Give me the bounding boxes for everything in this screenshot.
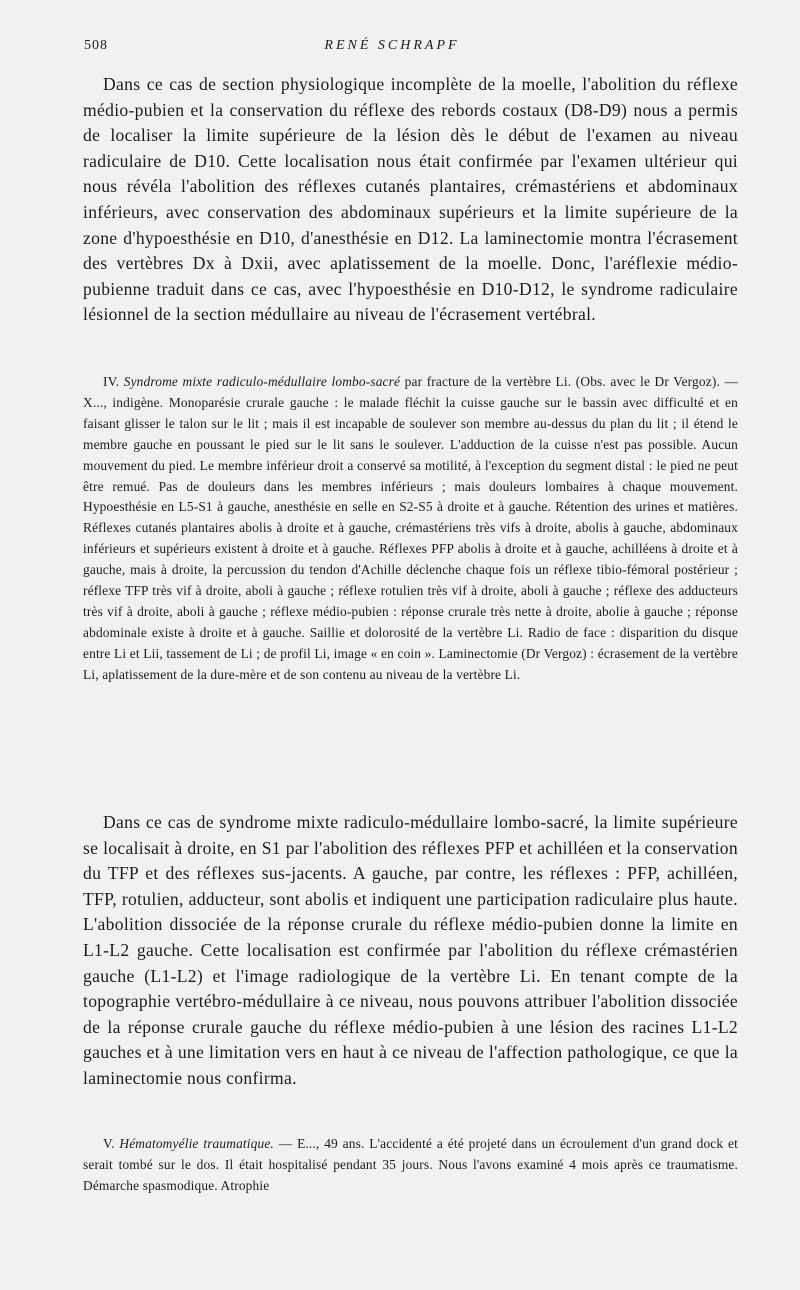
case-5-number: V.	[103, 1136, 115, 1151]
page-number: 508	[84, 38, 108, 53]
paragraph-1-text: Dans ce cas de section physiologique incomplète de la moelle, l'abolition du réflexe médio-pubien et la conservation du réflexe des rebords costaux (D8-D9) nous a permis de localiser la limite supérieure de la lésion dès le début de l'examen au niveau radiculaire de D10. Cette localisation nous était confirmée par l'examen ultérieur qui nous révéla l'abolition des réflexes cutanés plantaires, crémastériens et abdominaux inférieurs, avec conservation des abdominaux supérieurs et la limite supérieure de la zone d'hypoesthésie en D10, d'anesthésie en D12. La laminectomie montra l'écrasement des vertèbres Dx à Dxii, avec aplatissement de la moelle. Donc, l'aréflexie médio-pubienne traduit dans ce cas, avec l'hypoesthésie en D10-D12, le syndrome radiculaire lésionnel de la section médullaire au niveau de l'écrasement vertébral.	[83, 74, 738, 325]
case-5-body: — E..., 49 ans. L'accidenté a été projeté dans un écroulement d'un grand dock et serait tombé sur le dos. Il était hospitalisé pendant 35 jours. Nous l'avons examiné 4 mois après ce traumatisme. Démarche spasmodique. Atrophie	[83, 1136, 738, 1193]
case-4-body: par fracture de la vertèbre Li. (Obs. avec le Dr Vergoz). — X..., indigène. Monoparésie crurale gauche : le malade fléchit la cuisse gauche sur le bassin avec difficulté et en faisant glisser le talon sur le lit ; mais il est incapable de soulever son membre au-dessus du plan du lit ; il étend le membre gauche en poussant le pied sur le lit sans le soulever. L'adduction de la cuisse n'est pas possible. Aucun mouvement du pied. Le membre inférieur droit a conservé sa motilité, à l'exception du segment distal : le pied ne peut être remué. Pas de douleurs dans les membres inférieurs ; mais douleurs lombaires à chaque mouvement. Hypoesthésie en L5-S1 à gauche, anesthésie en selle en S2-S5 à droite et à gauche. Rétention des urines et matières. Réflexes cutanés plantaires abolis à droite et à gauche, crémastériens très vifs à droite, abolis à gauche, abdominaux inférieurs et supérieurs existent à droite et à gauche. Réflexes PFP abolis à droite et à gauche, achilléens à droite et à gauche, mais à droite, la percussion du tendon d'Achille déclenche chaque fois un réflexe tibio-fémoral postérieur ; réflexe TFP très vif à droite, aboli à gauche ; réflexe rotulien très vif à droite, aboli à gauche ; réflexe des adducteurs très vif à droite, aboli à gauche ; réflexe médio-pubien : réponse crurale très nette à droite, abolie à gauche ; réponse abdominale existe à droite et à gauche. Saillie et dolorosité de la vertèbre Li. Radio de face : disparition du disque entre Li et Lii, tassement de Li ; de profil Li, image « en coin ». Laminectomie (Dr Vergoz) : écrasement de la vertèbre Li, aplatissement de la dure-mère et de son contenu au niveau de la vertèbre Li.	[83, 374, 739, 682]
case-4-number: IV.	[103, 374, 120, 389]
running-head: RENÉ SCHRAPF	[324, 38, 460, 53]
case-5-title: Hématomyélie traumatique.	[119, 1136, 274, 1151]
page-header	[84, 38, 740, 60]
case-4-title: Syndrome mixte radiculo-médullaire lombo-sacré	[123, 374, 401, 389]
body-paragraph-2	[83, 810, 738, 1092]
paragraph-2-text: Dans ce cas de syndrome mixte radiculo-médullaire lombo-sacré, la limite supérieure se localisait à droite, en S1 par l'abolition des réflexes PFP et achilléen et la conservation du TFP et des réflexes sus-jacents. A gauche, par contre, les réflexes : PFP, achilléen, TFP, rotulien, adducteur, sont abolis et indiquent une participation radiculaire plus haute. L'abolition dissociée de la réponse crurale du réflexe médio-pubien donne la limite en L1-L2 gauche. Cette localisation est confirmée par l'abolition du réflexe crémastérien gauche (L1-L2) et l'image radiologique de la vertèbre Li. En tenant compte de la topographie vertébro-médullaire à ce niveau, nous pouvons attribuer l'abolition dissociée de la réponse crurale gauche du réflexe médio-pubien à une lésion des racines L1-L2 gauches et à une limitation vers en haut à ce niveau de l'affection pathologique, ce que la laminectomie nous confirma.	[83, 812, 738, 1088]
body-paragraph-1	[83, 72, 738, 328]
case-report-5	[83, 1134, 738, 1197]
case-report-4	[83, 372, 738, 686]
